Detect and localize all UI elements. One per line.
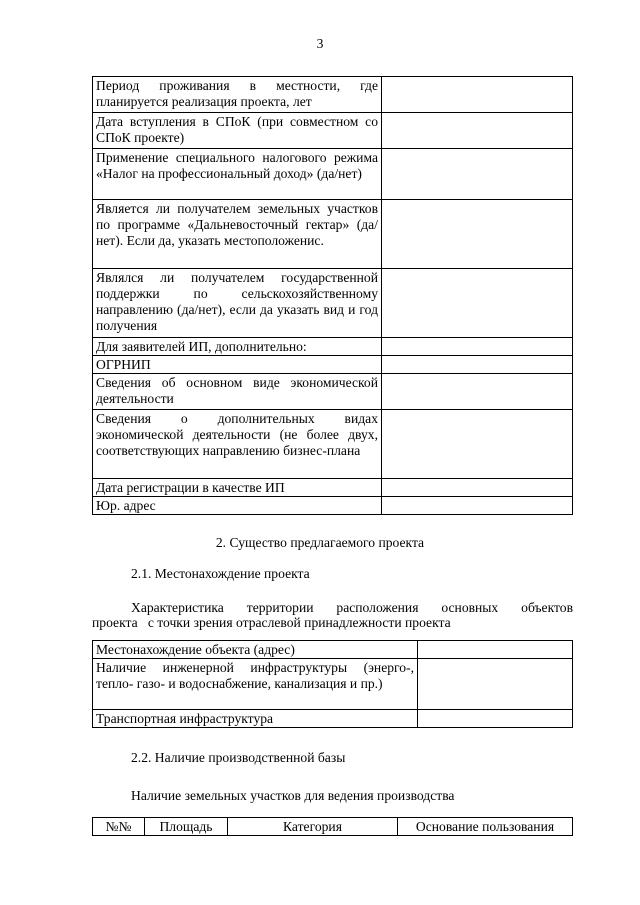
row-value-cell xyxy=(382,149,573,200)
land-plots-table xyxy=(92,817,573,836)
table-row xyxy=(93,200,573,269)
row-label: Дата вступления в СПоК (при совместном со СПоК проекте) xyxy=(93,113,382,149)
row-value-cell xyxy=(418,641,573,659)
row-label: Сведения о дополнительных видах экономической деятельности (не более двух, соответствующих направлению бизнес-плана xyxy=(93,410,382,479)
row-label: Применение специального налогового режима «Налог на профессиональный доход» (да/нет) xyxy=(93,149,382,200)
table-row xyxy=(93,710,573,728)
row-value-cell xyxy=(418,659,573,710)
table-row xyxy=(93,641,573,659)
subsection-heading: 2.2. Наличие производственной базы xyxy=(131,750,346,765)
row-value-cell xyxy=(382,374,573,410)
section-heading: 2. Существо предлагаемого проекта xyxy=(215,535,425,550)
row-label: Транспортная инфраструктура xyxy=(93,710,418,728)
row-label: Является ли получателем земельных участков по программе «Дальневосточный гектар» (да/нет). Если да, указать местоположенис. xyxy=(93,200,382,269)
table-row xyxy=(93,269,573,338)
table-row xyxy=(93,497,573,515)
row-value-cell xyxy=(382,479,573,497)
table-row xyxy=(93,338,573,356)
row-label: Наличие инженерной инфраструктуры (энерго-, тепло- газо- и водоснабжение, канализация и пр.) xyxy=(93,659,418,710)
row-label: Местонахождение объекта (адрес) xyxy=(93,641,418,659)
table-row xyxy=(93,410,573,479)
row-value-cell xyxy=(382,77,573,113)
row-value-cell xyxy=(382,356,573,374)
land-heading: Наличие земельных участков для ведения производства xyxy=(131,788,455,803)
intro-line: Характеристика территории расположения основных объектов xyxy=(131,600,573,615)
row-value-cell xyxy=(418,710,573,728)
subsection-heading: 2.1. Местонахождение проекта xyxy=(131,566,310,581)
table-header-row xyxy=(93,818,573,836)
row-label: Для заявителей ИП, дополнительно: xyxy=(93,338,382,356)
row-value-cell xyxy=(382,410,573,479)
table-row xyxy=(93,479,573,497)
location-table xyxy=(92,640,573,728)
row-label: Период проживания в местности, где планируется реализация проекта, лет xyxy=(93,77,382,113)
row-label: Сведения об основном виде экономической деятельности xyxy=(93,374,382,410)
row-value-cell xyxy=(382,497,573,515)
table-row xyxy=(93,374,573,410)
table-row xyxy=(93,356,573,374)
row-label: Дата регистрации в качестве ИП xyxy=(93,479,382,497)
row-label: ОГРНИП xyxy=(93,356,382,374)
row-label: Являлся ли получателем государственной поддержки по сельскохозяйственному направлению (да/нет), если да указать вид и год получения xyxy=(93,269,382,338)
row-value-cell xyxy=(382,200,573,269)
table-row xyxy=(93,113,573,149)
row-value-cell xyxy=(382,338,573,356)
table-row xyxy=(93,659,573,710)
row-value-cell xyxy=(382,269,573,338)
table-row xyxy=(93,149,573,200)
column-header: Основание пользования xyxy=(398,818,573,836)
applicant-info-table xyxy=(92,76,573,515)
column-header: №№ xyxy=(93,818,145,836)
row-value-cell xyxy=(382,113,573,149)
column-header: Категория xyxy=(228,818,398,836)
column-header: Площадь xyxy=(145,818,228,836)
intro-line: проекта с точки зрения отраслевой принадлежности проекта xyxy=(92,615,451,630)
page-number: 3 xyxy=(316,36,324,51)
table-row xyxy=(93,77,573,113)
row-label: Юр. адрес xyxy=(93,497,382,515)
